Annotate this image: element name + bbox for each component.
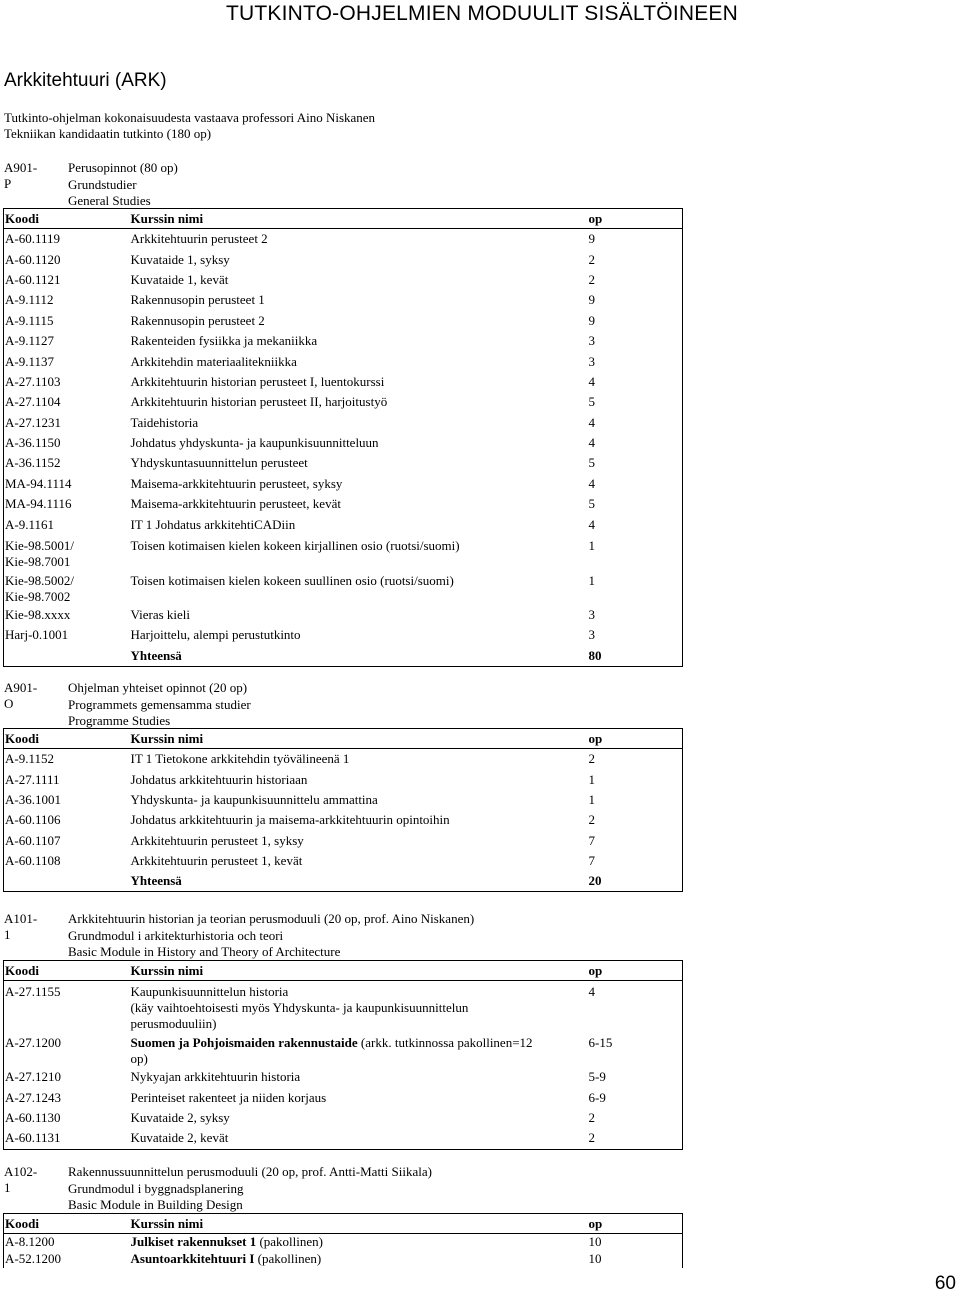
table-row bbox=[4, 535, 683, 570]
total-credits: 20 bbox=[588, 871, 683, 892]
programme-intro bbox=[4, 110, 375, 142]
module-name-fi: Ohjelman yhteiset opinnot (20 op) bbox=[68, 680, 248, 695]
course-code: A-60.1120 bbox=[4, 249, 130, 269]
table-row bbox=[4, 769, 683, 789]
course-name: Maisema-arkkitehtuurin perusteet, kevät bbox=[130, 496, 341, 512]
course-name: Maisema-arkkitehtuurin perusteet, syksy bbox=[130, 475, 343, 491]
course-name: Harjoittelu, alempi perustutkinto bbox=[130, 627, 301, 643]
module-code: A901-P bbox=[4, 160, 38, 191]
page-number: 60 bbox=[934, 1273, 956, 1294]
course-credits: 7 bbox=[588, 851, 683, 871]
course-name: Vieras kieli bbox=[130, 607, 191, 623]
total-row bbox=[4, 871, 683, 892]
course-code: A-36.1001 bbox=[4, 790, 130, 810]
module-name-en: Basic Module in Building Design bbox=[68, 1197, 243, 1212]
table-row bbox=[4, 810, 683, 830]
course-credits: 5 bbox=[588, 453, 683, 473]
course-code: A-9.1115 bbox=[4, 311, 130, 331]
course-credits: 6-15 bbox=[588, 1032, 683, 1067]
course-credits: 4 bbox=[588, 372, 683, 392]
course-name: Arkkitehtuurin perusteet 1, kevät bbox=[130, 853, 303, 869]
course-name: Nykyajan arkkitehtuurin historia bbox=[130, 1069, 301, 1085]
col-header-code: Koodi bbox=[4, 209, 130, 229]
col-header-credits: op bbox=[588, 961, 683, 981]
table-header-row bbox=[4, 729, 683, 749]
table-row bbox=[4, 351, 683, 371]
col-header-code: Koodi bbox=[4, 729, 130, 749]
course-credits: 6-9 bbox=[588, 1087, 683, 1107]
table-row bbox=[4, 453, 683, 473]
course-name: Arkkitehtuurin historian perusteet I, luentokurssi bbox=[130, 373, 385, 389]
table-row bbox=[4, 433, 683, 453]
course-code: A-60.1119 bbox=[4, 229, 130, 250]
course-name: Rakennusopin perusteet 2 bbox=[130, 312, 265, 328]
table-header-row bbox=[4, 209, 683, 229]
course-name: Arkkitehtuurin perusteet 2 bbox=[130, 231, 268, 247]
course-code: A-60.1121 bbox=[4, 270, 130, 290]
course-name: Johdatus yhdyskunta- ja kaupunkisuunnitteluun bbox=[130, 435, 379, 451]
course-code: A-9.1127 bbox=[4, 331, 130, 351]
table-row bbox=[4, 1067, 683, 1087]
table-row bbox=[4, 1032, 683, 1067]
total-spacer bbox=[4, 871, 130, 892]
course-credits: 4 bbox=[588, 981, 683, 1033]
course-name-bold: Suomen ja Pohjoismaiden rakennustaide bbox=[130, 1035, 358, 1050]
col-header-name: Kurssin nimi bbox=[130, 729, 588, 749]
col-header-name: Kurssin nimi bbox=[130, 961, 588, 981]
course-code: Harj-0.1001 bbox=[4, 625, 130, 645]
total-credits: 80 bbox=[588, 646, 683, 667]
course-table-a1021 bbox=[3, 1213, 683, 1268]
col-header-name: Kurssin nimi bbox=[130, 209, 588, 229]
table-row bbox=[4, 1234, 683, 1251]
course-credits: 1 bbox=[588, 570, 683, 605]
module-name-sv: Grundmodul i arkitekturhistoria och teori bbox=[68, 927, 284, 943]
course-name bbox=[130, 1251, 588, 1268]
table-row bbox=[4, 749, 683, 770]
course-credits: 9 bbox=[588, 229, 683, 250]
module-name-sv: Grundstudier bbox=[68, 176, 137, 192]
course-name: IT 1 Tietokone arkkitehdin työvälineenä 1 bbox=[130, 751, 350, 767]
course-name: Perinteiset rakenteet ja niiden korjaus bbox=[130, 1089, 327, 1105]
course-name-note: (pakollinen) bbox=[256, 1234, 323, 1249]
table-row bbox=[4, 1128, 683, 1149]
table-row bbox=[4, 392, 683, 412]
course-credits: 10 bbox=[588, 1251, 683, 1268]
course-credits: 2 bbox=[588, 1108, 683, 1128]
course-credits: 5 bbox=[588, 392, 683, 412]
course-credits: 1 bbox=[588, 769, 683, 789]
course-code-line2: Kie-98.7002 bbox=[5, 588, 71, 604]
table-row bbox=[4, 1251, 683, 1268]
course-credits: 3 bbox=[588, 605, 683, 625]
course-credits: 4 bbox=[588, 413, 683, 433]
course-table-a901p bbox=[3, 208, 683, 667]
course-name-line3: perusmoduuliin) bbox=[130, 1016, 217, 1031]
course-name: Arkkitehtuurin perusteet 1, syksy bbox=[130, 832, 304, 848]
degree-line: Tekniikan kandidaatin tutkinto (180 op) bbox=[4, 126, 212, 141]
table-row bbox=[4, 790, 683, 810]
col-header-credits: op bbox=[588, 1214, 683, 1234]
course-name: IT 1 Johdatus arkkitehtiCADiin bbox=[130, 516, 296, 532]
table-row bbox=[4, 1087, 683, 1107]
page-header-title: TUTKINTO-OHJELMIEN MODUULIT SISÄLTÖINEEN bbox=[225, 2, 738, 25]
course-credits: 9 bbox=[588, 311, 683, 331]
course-code: A-8.1200 bbox=[4, 1234, 130, 1251]
course-code: A-9.1112 bbox=[4, 290, 130, 310]
course-code: A-9.1152 bbox=[4, 749, 130, 770]
table-row bbox=[4, 494, 683, 514]
course-name-line2: (käy vaihtoehtoisesti myös Yhdyskunta- ja kaupunkisuunnittelun bbox=[130, 1000, 469, 1015]
course-name bbox=[130, 981, 588, 1033]
course-credits: 4 bbox=[588, 474, 683, 494]
course-code: A-36.1150 bbox=[4, 433, 130, 453]
module-code: A901-O bbox=[4, 680, 38, 711]
course-name: Rakenteiden fysiikka ja mekaniikka bbox=[130, 333, 318, 349]
total-label: Yhteensä bbox=[130, 871, 588, 892]
course-table-a901o bbox=[3, 728, 683, 892]
course-name: Taidehistoria bbox=[130, 414, 199, 430]
course-name: Toisen kotimaisen kielen kokeen suullinen osio (ruotsi/suomi) bbox=[130, 572, 454, 588]
table-row bbox=[4, 570, 683, 605]
table-row bbox=[4, 831, 683, 851]
course-code-line1: Kie-98.5002/ bbox=[5, 572, 74, 588]
module-name-sv: Grundmodul i byggnadsplanering bbox=[68, 1180, 244, 1196]
course-code: A-27.1111 bbox=[4, 769, 130, 789]
course-code: A-60.1108 bbox=[4, 851, 130, 871]
table-row bbox=[4, 605, 683, 625]
course-code: A-9.1137 bbox=[4, 351, 130, 371]
module-name-en: Programme Studies bbox=[68, 713, 171, 728]
course-credits: 9 bbox=[588, 290, 683, 310]
course-code: A-27.1210 bbox=[4, 1067, 130, 1087]
course-code-line2: Kie-98.7001 bbox=[5, 553, 71, 569]
col-header-code: Koodi bbox=[4, 1214, 130, 1234]
table-row bbox=[4, 229, 683, 250]
course-code: MA-94.1114 bbox=[4, 474, 130, 494]
table-row bbox=[4, 851, 683, 871]
course-name: Toisen kotimaisen kielen kokeen kirjallinen osio (ruotsi/suomi) bbox=[130, 537, 460, 553]
module-name-sv: Programmets gemensamma studier bbox=[68, 696, 251, 712]
course-code: A-60.1107 bbox=[4, 831, 130, 851]
course-name: Johdatus arkkitehtuurin ja maisema-arkkitehtuurin opintoihin bbox=[130, 812, 450, 828]
course-credits: 3 bbox=[588, 351, 683, 371]
table-row bbox=[4, 474, 683, 494]
course-credits: 2 bbox=[588, 810, 683, 830]
course-code: A-60.1130 bbox=[4, 1108, 130, 1128]
module-name-en: Basic Module in History and Theory of Architecture bbox=[68, 944, 341, 959]
course-table-a1011 bbox=[3, 960, 683, 1150]
table-row bbox=[4, 270, 683, 290]
course-name-bold: Asuntoarkkitehtuuri I bbox=[130, 1250, 255, 1266]
course-name-bold: Julkiset rakennukset 1 bbox=[130, 1234, 257, 1249]
responsible-professor: Tutkinto-ohjelman kokonaisuudesta vastaava professori Aino Niskanen bbox=[4, 110, 376, 125]
table-row bbox=[4, 290, 683, 310]
course-credits: 1 bbox=[588, 790, 683, 810]
table-header-row bbox=[4, 1214, 683, 1234]
col-header-code: Koodi bbox=[4, 961, 130, 981]
course-code: A-27.1103 bbox=[4, 372, 130, 392]
course-name: Arkkitehtuurin historian perusteet II, harjoitustyö bbox=[130, 394, 388, 410]
total-row bbox=[4, 646, 683, 667]
course-credits: 5 bbox=[588, 494, 683, 514]
col-header-credits: op bbox=[588, 729, 683, 749]
module-code: A102-1 bbox=[4, 1164, 38, 1195]
course-code: A-52.1200 bbox=[4, 1251, 130, 1268]
table-row bbox=[4, 514, 683, 534]
col-header-credits: op bbox=[588, 209, 683, 229]
course-credits: 10 bbox=[588, 1234, 683, 1251]
module-name-en: General Studies bbox=[68, 193, 151, 208]
course-code: A-9.1161 bbox=[4, 514, 130, 534]
course-code: A-27.1243 bbox=[4, 1087, 130, 1107]
course-name: Johdatus arkkitehtuurin historiaan bbox=[130, 771, 308, 787]
course-name: Kuvataide 2, kevät bbox=[130, 1128, 588, 1149]
course-name: Rakennusopin perusteet 1 bbox=[130, 292, 265, 308]
table-row bbox=[4, 413, 683, 433]
module-code: A101-1 bbox=[4, 911, 38, 942]
course-credits: 4 bbox=[588, 514, 683, 534]
total-spacer bbox=[4, 646, 130, 667]
course-credits: 5-9 bbox=[588, 1067, 683, 1087]
table-header-row bbox=[4, 961, 683, 981]
course-code: A-27.1155 bbox=[4, 981, 130, 1033]
module-name-fi: Perusopinnot (80 op) bbox=[68, 160, 178, 175]
course-credits: 3 bbox=[588, 331, 683, 351]
table-row bbox=[4, 1108, 683, 1128]
course-code: A-60.1131 bbox=[4, 1128, 130, 1149]
course-credits: 1 bbox=[588, 535, 683, 570]
course-name bbox=[130, 1234, 588, 1251]
course-name-note: (arkk. tutkinnossa pakollinen=12 bbox=[357, 1035, 533, 1050]
table-row bbox=[4, 372, 683, 392]
module-name-fi: Arkkitehtuurin historian ja teorian perusmoduuli (20 op, prof. Aino Niskanen) bbox=[68, 911, 475, 926]
table-row bbox=[4, 249, 683, 269]
course-name-note: (pakollinen) bbox=[254, 1250, 322, 1266]
course-credits: 2 bbox=[588, 249, 683, 269]
course-code: MA-94.1116 bbox=[4, 494, 130, 514]
course-credits: 2 bbox=[588, 270, 683, 290]
course-credits: 2 bbox=[588, 749, 683, 770]
course-code: A-60.1106 bbox=[4, 810, 130, 830]
total-label: Yhteensä bbox=[130, 646, 588, 667]
course-name: Arkkitehdin materiaalitekniikka bbox=[130, 353, 297, 369]
course-code: A-27.1200 bbox=[4, 1032, 130, 1067]
course-code bbox=[4, 570, 130, 605]
table-row bbox=[4, 331, 683, 351]
course-code: A-36.1152 bbox=[4, 453, 130, 473]
course-name: Kuvataide 2, syksy bbox=[130, 1109, 230, 1125]
course-credits: 4 bbox=[588, 433, 683, 453]
course-code: Kie-98.xxxx bbox=[4, 605, 130, 625]
table-row bbox=[4, 981, 683, 1033]
module-name-fi: Rakennussuunnittelun perusmoduuli (20 op, prof. Antti-Matti Siikala) bbox=[68, 1164, 432, 1179]
col-header-name: Kurssin nimi bbox=[130, 1214, 588, 1234]
course-name: Yhdyskunta- ja kaupunkisuunnittelu ammattina bbox=[130, 791, 378, 807]
course-name bbox=[130, 1032, 588, 1067]
table-row bbox=[4, 625, 683, 645]
course-name: Kuvataide 1, kevät bbox=[130, 271, 229, 287]
course-name-line1: Kaupunkisuunnittelun historia bbox=[130, 984, 289, 999]
course-name: Kuvataide 1, syksy bbox=[130, 251, 230, 267]
course-credits: 7 bbox=[588, 831, 683, 851]
table-row bbox=[4, 311, 683, 331]
course-name: Yhdyskuntasuunnittelun perusteet bbox=[130, 455, 308, 471]
course-credits: 3 bbox=[588, 625, 683, 645]
programme-title: Arkkitehtuuri (ARK) bbox=[4, 70, 167, 91]
course-credits: 2 bbox=[588, 1128, 683, 1149]
course-code-line1: Kie-98.5001/ bbox=[5, 537, 74, 553]
course-code: A-27.1104 bbox=[4, 392, 130, 412]
course-name-line2: op) bbox=[130, 1051, 148, 1066]
course-code bbox=[4, 535, 130, 570]
course-code: A-27.1231 bbox=[4, 413, 130, 433]
